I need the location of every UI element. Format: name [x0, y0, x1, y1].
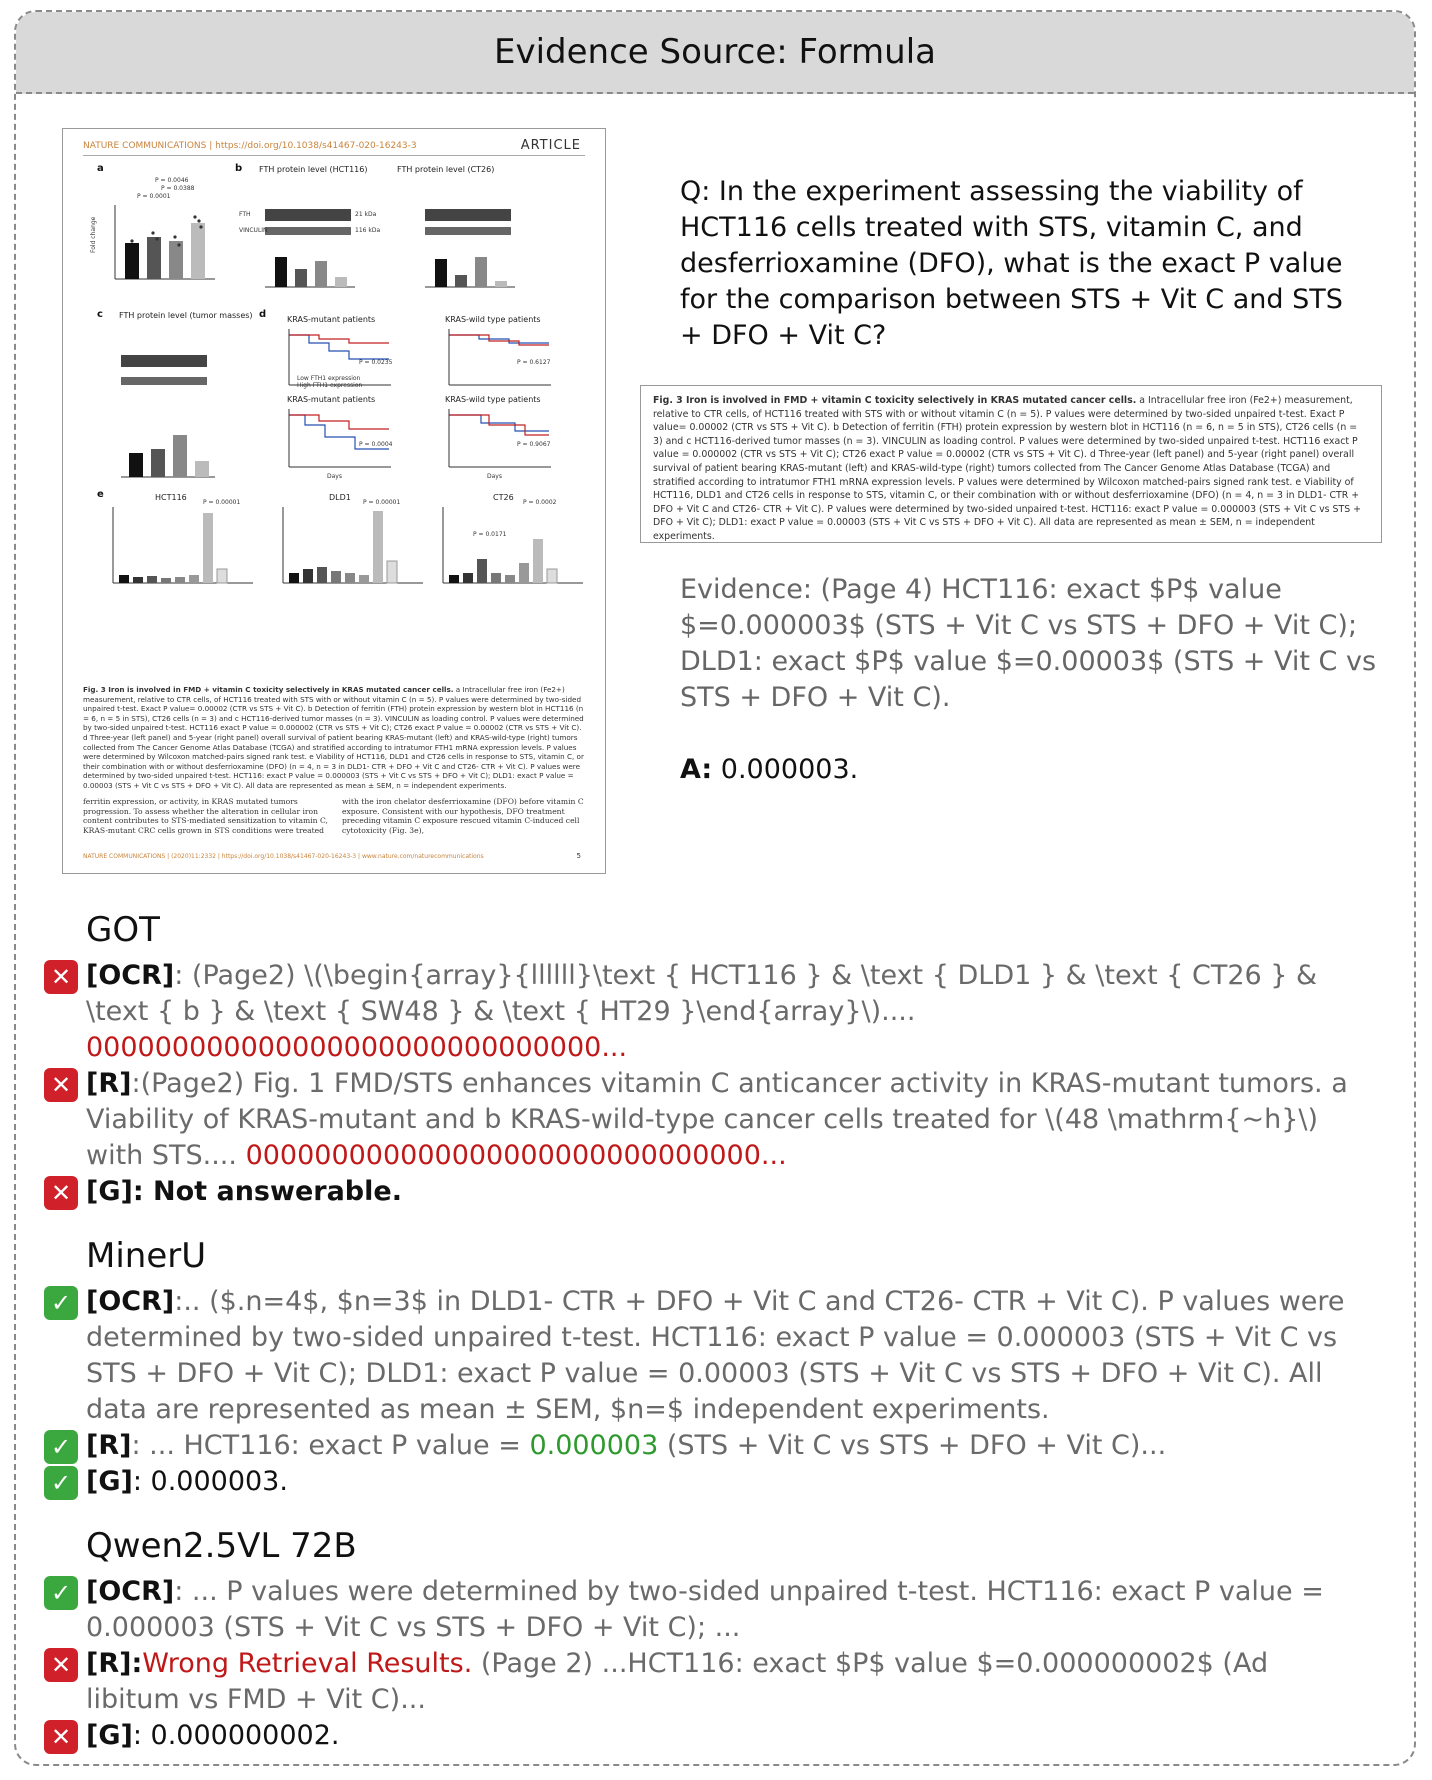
panel-letter-b: b: [235, 163, 243, 174]
mineru-generation-row: [44, 1464, 1364, 1500]
thumbnail-page-number: 5: [576, 852, 581, 860]
wrong-icon: ✕: [44, 1648, 78, 1682]
got-retrieval-row: [44, 1066, 1364, 1174]
retrieval-tag: [R]: [86, 1068, 132, 1099]
article-label: ARTICLE: [520, 138, 581, 153]
panel-letter-e: e: [97, 489, 104, 500]
qwen-generation-text: [86, 1718, 339, 1754]
panel-title-b1: FTH protein level (HCT116): [259, 165, 368, 174]
thumbnail-caption-bold: Fig. 3 Iron is involved in FMD + vitamin C toxicity selectively in KRAS mutated cancer cells.: [83, 685, 454, 694]
fth-label: FTH: [239, 211, 251, 218]
p-value-label: P = 0.00001: [203, 499, 241, 506]
retrieval-tag: [R]: [86, 1430, 132, 1461]
mineru-generation-text: [86, 1464, 288, 1500]
model-title-got: GOT: [86, 910, 160, 950]
check-icon: ✓: [44, 1466, 78, 1500]
panel-title-d1: KRAS-mutant patients: [287, 315, 376, 324]
panel-title-b2: FTH protein level (CT26): [397, 165, 495, 174]
answer-label: A:: [680, 754, 713, 785]
panel-title-e3: CT26: [493, 493, 514, 502]
panel-letter-a: a: [97, 163, 104, 174]
wrong-icon: ✕: [44, 1176, 78, 1210]
got-generation-text: [86, 1174, 402, 1210]
qwen-ocr-row: [44, 1574, 1364, 1646]
legend-low: Low FTH1 expression: [297, 375, 361, 382]
retrieval-colon: :: [131, 1648, 143, 1679]
got-retrieval-text: [86, 1066, 1364, 1174]
generation-tag: [G]: [86, 1466, 133, 1497]
panel-title-d2: KRAS-wild type patients: [445, 315, 541, 324]
axis-label-days: Days: [487, 473, 502, 480]
thumbnail-caption: [83, 685, 587, 791]
caption-crop-bold: Fig. 3 Iron is involved in FMD + vitamin C toxicity selectively in KRAS mutated cancer cells.: [653, 395, 1137, 406]
generation-tag: [G]: [86, 1176, 133, 1207]
kda-label: 21 kDa: [355, 211, 377, 218]
qwen-retrieval-body: (Page 2) ...HCT116: exact $P$ value $=0.000000002$ (Ad libitum vs FMD + Vit C)...: [86, 1648, 1269, 1715]
bar-chart-e: [93, 503, 593, 593]
vinculin-label: VINCULIN: [239, 227, 268, 234]
evidence-text: Evidence: (Page 4) HCT116: exact $P$ value $=0.000003$ (STS + Vit C vs STS + DFO + Vit C); DLD1: exact $P$ value $=0.00003$ (STS + Vit C vs STS + DFO + Vit C).: [680, 574, 1377, 713]
mineru-ocr-row: [44, 1284, 1364, 1428]
p-value-label: P = 0.0235: [359, 359, 393, 366]
ocr-tag: [OCR]: [86, 1286, 175, 1317]
journal-header: NATURE COMMUNICATIONS | https://doi.org/10.1038/s41467-020-16243-3: [83, 141, 417, 151]
mineru-retrieval-highlight: 0.000003: [529, 1430, 659, 1461]
wrong-icon: ✕: [44, 960, 78, 994]
generation-tag: [G]: [86, 1720, 133, 1751]
got-ocr-body: : (Page2) \(\begin{array}{llllll}\text { HCT116 } & \text { DLD1 } & \text { CT26 } & \text { b } & \text { SW48 } & \text { HT29 }\end{array}\)....: [86, 960, 1318, 1027]
answer: [680, 754, 858, 785]
p-value-label: P = 0.9067: [517, 441, 551, 448]
p-value-label: P = 0.00001: [363, 499, 401, 506]
wrong-icon: ✕: [44, 1720, 78, 1754]
header-title: Evidence Source: Formula: [493, 32, 937, 72]
qwen-retrieval-row: [44, 1646, 1364, 1718]
panel-letter-c: c: [97, 309, 103, 320]
thumbnail-body-text: ferritin expression, or activity, in KRAS mutated tumors progression. To assess whether the alteration in cellular iron content contributes to STS-mediated sensitization to vitamin C, KRAS-mutant CRC cells grown in STS conditions were treated with the iron chelator desferrioxamine (DFO) before vitamin C exposure. Consistent with our hypothesis, DFO treatment preceding vitamin C exposure rescued vitamin C-induced cell cytotoxicity (Fig. 3e),: [83, 797, 584, 835]
got-generation-body: : Not answerable.: [132, 1176, 402, 1207]
axis-label-days: Days: [327, 473, 342, 480]
thumbnail-caption-text: a Intracellular free iron (Fe2+) measurement, relative to CTR cells, of HCT116 treated with STS with or without vitamin C (n = 5). P values were determined by two-sided unpaired t-test. Exact P value= 0.00002 (CTR vs STS + Vit C). b Detection of ferritin (FTH) protein expression by western blot in HCT116 (n = 6, n = 5 in STS), CT26 cells (n = 3) and c HCT116-derived tumor masses (n = 3). VINCULIN as loading control. P values were determined by two-sided unpaired t-test. HCT116 exact P value = 0.000002 (CTR vs STS + Vit C); CT26 exact P value = 0.00002 (CTR vs STS + Vit C). d Three-year (left panel) and 5-year (right panel) overall survival of patient bearing KRAS-mutant (left) and KRAS-wild-type (right) tumors collected from The Cancer Genome Atlas Database (TCGA) and stratified according to intratumor FTH1 mRNA expression levels. P values were determined by Wilcoxon matched-pairs signed rank test. e Viability of HCT116, DLD1 and CT26 cells in response to STS, vitamin C, or their combination with or without desferrioxamine (DFO) (n = 4, n = 3 in DLD1- CTR + DFO + Vit C and CT26- CTR + Vit C). P values were determined by two-sided unpaired t-test. HCT116: exact P value = 0.000003 (STS + Vit C vs STS + DFO + Vit C); DLD1: exact P value = 0.00003 (STS + Vit C vs STS + DFO + Vit C). All data are represented as mean ± SEM, n = independent experiments.: [83, 685, 584, 790]
retrieval-tag: [R]: [86, 1648, 132, 1679]
qwen-retrieval-text: [86, 1646, 1364, 1718]
thumbnail-footer: NATURE COMMUNICATIONS | (2020)11:2332 | https://doi.org/10.1038/s41467-020-16243-3 | www.nature.com/naturecommunications: [83, 853, 484, 860]
answer-value: 0.000003.: [712, 754, 859, 785]
p-value-label: P = 0.0004: [359, 441, 393, 448]
mineru-ocr-body: :.. ($.n=4$, $n=3$ in DLD1- CTR + DFO + Vit C and CT26- CTR + Vit C). P values were determined by two-sided unpaired t-test. HCT116: exact P value = 0.000003 (STS + Vit C vs STS + DFO + Vit C); DLD1: exact P value = 0.00003 (STS + Vit C vs STS + DFO + Vit C). All data are represented as mean ± SEM, $n=$ independent experiments.: [86, 1286, 1345, 1425]
header-rule: [83, 155, 585, 156]
survival-curves-d: [259, 325, 589, 485]
p-value-label: P = 0.6127: [517, 359, 551, 366]
check-icon: ✓: [44, 1286, 78, 1320]
wrong-icon: ✕: [44, 1068, 78, 1102]
ocr-tag: [OCR]: [86, 960, 175, 991]
qwen-generation-body: : 0.000000002.: [132, 1720, 340, 1751]
western-blot-b: [235, 191, 565, 291]
check-icon: ✓: [44, 1430, 78, 1464]
ocr-tag: [OCR]: [86, 1576, 175, 1607]
got-ocr-text: [86, 958, 1364, 1066]
panel-title-d4: KRAS-wild type patients: [445, 395, 541, 404]
legend-high: High FTH1 expression: [297, 382, 363, 389]
got-generation-row: [44, 1174, 1364, 1210]
mineru-generation-body: : 0.000003.: [132, 1466, 288, 1497]
got-ocr-row: [44, 958, 1364, 1066]
qwen-retrieval-error: Wrong Retrieval Results.: [142, 1648, 473, 1679]
check-icon: ✓: [44, 1576, 78, 1610]
mineru-ocr-text: [86, 1284, 1364, 1428]
mineru-retrieval-text: [86, 1428, 1166, 1464]
model-title-mineru: MinerU: [86, 1236, 207, 1276]
mineru-retrieval-row: [44, 1428, 1364, 1464]
got-ocr-error: 000000000000000000000000000000...: [86, 1032, 628, 1063]
page-thumbnail: [62, 128, 606, 874]
got-retrieval-error: 000000000000000000000000000000...: [245, 1140, 787, 1171]
got-retrieval-body: :(Page2) Fig. 1 FMD/STS enhances vitamin C anticancer activity in KRAS-mutant tumors. a Viability of KRAS-mutant and b KRAS-wild-type cancer cells treated for \(48 \mathrm{~h}\) with STS....: [86, 1068, 1348, 1171]
p-value-label: P = 0.0001: [137, 193, 171, 200]
panel-title-e1: HCT116: [155, 493, 187, 502]
bar-chart-a: [87, 199, 217, 295]
caption-crop: [640, 385, 1382, 543]
western-blot-c: [97, 343, 247, 483]
qwen-ocr-body: : ... P values were determined by two-sided unpaired t-test. HCT116: exact P value = 0.000003 (STS + Vit C vs STS + DFO + Vit C); ...: [86, 1576, 1324, 1643]
caption-crop-text: a Intracellular free iron (Fe2+) measurement, relative to CTR cells, of HCT116 treated with STS with or without vitamin C (n = 5). P values were determined by two-sided unpaired t-test. Exact P value= 0.00002 (CTR vs STS + Vit C). b Detection of ferritin (FTH) protein expression by western blot in HCT116 (n = 6, n = 5 in STS), CT26 cells (n = 3) and c HCT116-derived tumor masses (n = 3). VINCULIN as loading control. P values were determined by two-sided unpaired t-test. HCT116 exact P value = 0.000002 (CTR vs STS + Vit C); CT26 exact P value = 0.00002 (CTR vs STS + Vit C). d Three-year (left panel) and 5-year (right panel) overall survival of patient bearing KRAS-mutant (left) and KRAS-wild-type (right) tumors collected from The Cancer Genome Atlas Database (TCGA) and stratified according to intratumor FTH1 mRNA expression levels. P values were determined by Wilcoxon matched-pairs signed rank test. e Viability of HCT116, DLD1 and CT26 cells in response to STS, vitamin C, or their combination with or without desferrioxamine (DFO) (n = 4, n = 3 in DLD1- CTR + DFO + Vit C and CT26- CTR + Vit C). P values were determined by two-sided unpaired t-test. HCT116: exact P value = 0.000003 (STS + Vit C vs STS + DFO + Vit C); DLD1: exact P value = 0.00003 (STS + Vit C vs STS + DFO + Vit C). All data are represented as mean ± SEM, n = independent experiments.: [653, 395, 1361, 542]
qwen-ocr-text: [86, 1574, 1364, 1646]
kda-label: 116 kDa: [355, 227, 381, 234]
p-value-label: P = 0.0046: [155, 177, 189, 184]
p-value-label: P = 0.0171: [473, 531, 507, 538]
p-value-label: P = 0.0388: [161, 185, 195, 192]
panel-letter-d: d: [259, 309, 267, 320]
mineru-retrieval-after: (STS + Vit C vs STS + DFO + Vit C)...: [658, 1430, 1167, 1461]
header-bar: [16, 12, 1414, 94]
mineru-retrieval-before: : ... HCT116: exact P value =: [131, 1430, 530, 1461]
qwen-generation-row: [44, 1718, 1364, 1754]
p-value-label: P = 0.0002: [523, 499, 557, 506]
model-title-qwen: Qwen2.5VL 72B: [86, 1526, 357, 1566]
panel-title-c: FTH protein level (tumor masses): [119, 311, 253, 320]
svg-text:Fold change: Fold change: [90, 216, 97, 253]
question-text: Q: In the experiment assessing the viability of HCT116 cells treated with STS, vitamin C, and desferrioxamine (DFO), what is the exact P value for the comparison between STS + Vit C and STS + DFO + Vit C?: [680, 176, 1343, 351]
panel-title-e2: DLD1: [329, 493, 351, 502]
panel-title-d3: KRAS-mutant patients: [287, 395, 376, 404]
